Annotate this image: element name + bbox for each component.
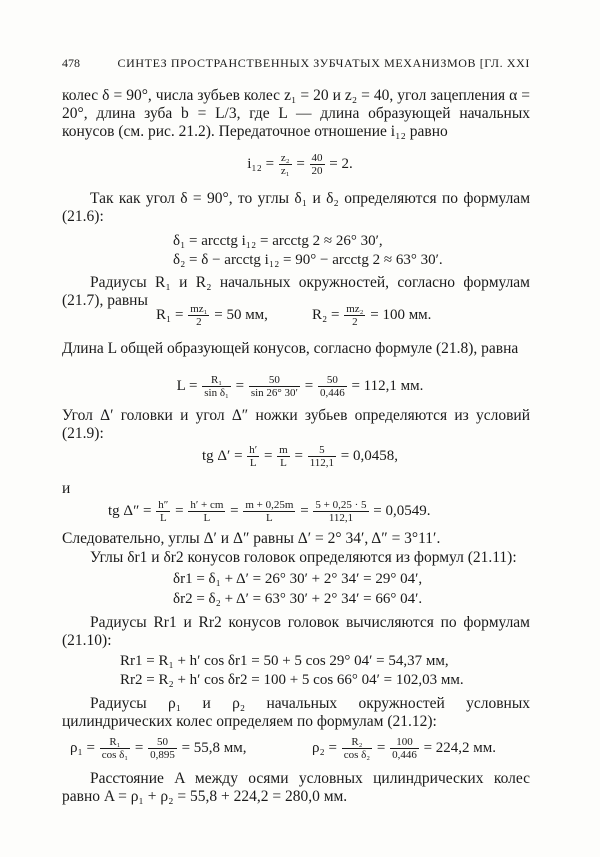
fraction: $\frac{\text{z₂}}{\text{z₁}}$ xyxy=(280,152,290,177)
fraction: $\frac{40}{20}$ xyxy=(311,152,323,177)
fraction: $\frac{m}{L}$ xyxy=(279,444,288,469)
paragraph: Угол Δ′ головки и угол Δ″ ножки зубьев определяются из условий (21.9): xyxy=(62,407,530,442)
equation-delta2: δ₂ = δ − arcctg i₁₂ = 90° − arcctg 2 ≈ 63° 30′. xyxy=(173,252,443,268)
equation-R2: R₂ = $\frac{\text{mz₂}}{2}$ = 100 мм. xyxy=(312,303,432,328)
equation-tg-delta-prime: tg Δ′ = $\frac{h'}{L}$ = $\frac{m}{L}$ = $\frac{5}{112,1}$ = 0,0458, xyxy=(201,444,399,469)
fraction: $\frac{h' + cm}{L}$ xyxy=(190,499,224,524)
fraction: $\frac{50}{0,446}$ xyxy=(319,374,345,399)
equation-tg-delta-double-prime: tg Δ″ = $\frac{h''}{L}$ = $\frac{h' + cm}{L}$ = $\frac{m + 0,25m}{L}$ = $\frac{5 + 0,25 \cdot 5}{112,1}$ = 0,0549. xyxy=(108,499,431,524)
equation-Rr2: Rr2 = R₂ + h′ cos δr2 = 100 + 5 cos 66° 04′ = 102,03 мм. xyxy=(120,672,464,688)
paragraph-conjunction: и xyxy=(62,480,71,497)
fraction: $\frac{\text{R₁}}{\text{cos δ₁}}$ xyxy=(101,736,129,761)
equation-rho2: ρ₂ = $\frac{\text{R₂}}{\text{cos δ₂}}$ = $\frac{100}{0,446}$ = 224,2 мм. xyxy=(312,736,497,761)
equation-delta1: δ₁ = arcctg i₁₂ = arcctg 2 ≈ 26° 30′, xyxy=(173,233,383,249)
equation-Rr1: Rr1 = R₁ + h′ cos δr1 = 50 + 5 cos 29° 04′ = 54,37 мм, xyxy=(120,653,449,669)
paragraph: Углы δr1 и δr2 конусов головок определяются из формул (21.11): xyxy=(90,549,517,566)
equation-delta-r2: δr2 = δ₂ + Δ′ = 63° 30′ + 2° 34′ = 66° 04′. xyxy=(173,591,423,607)
fraction: $\frac{m + 0,25m}{L}$ xyxy=(245,499,294,524)
running-title: СИНТЕЗ ПРОСТРАНСТВЕННЫХ ЗУБЧАТЫХ МЕХАНИЗМОВ [ГЛ. XXI xyxy=(117,56,530,70)
equation-rho1: ρ₁ = $\frac{\text{R₁}}{\text{cos δ₁}}$ = $\frac{50}{0,895}$ = 55,8 мм, xyxy=(70,736,247,761)
paragraph: Так как угол δ = 90°, то углы δ₁ и δ₂ определяются по формулам (21.6): xyxy=(62,190,530,225)
equation-R1: R₁ = $\frac{\text{mz₁}}{2}$ = 50 мм, xyxy=(156,303,268,328)
running-header xyxy=(62,56,530,71)
paragraph: Радиусы R₁ и R₂ начальных окружностей, согласно формулам (21.7), равны xyxy=(62,274,530,309)
paragraph: Следовательно, углы Δ′ и Δ″ равны Δ′ = 2° 34′, Δ″ = 3°11′. xyxy=(62,530,441,547)
fraction: $\frac{\text{R₂}}{\text{cos δ₂}}$ xyxy=(343,736,371,761)
equation-gear-ratio: i₁₂ = $\frac{\text{z₂}}{\text{z₁}}$ = $\frac{40}{20}$ = 2. xyxy=(247,152,353,177)
equation-delta-r1: δr1 = δ₁ + Δ′ = 26° 30′ + 2° 34′ = 29° 04′, xyxy=(173,571,423,587)
fraction: $\frac{h''}{L}$ xyxy=(158,499,169,524)
paragraph: Радиусы ρ₁ и ρ₂ начальных окружностей условных цилиндрических колес определяем по формулам (21.12): xyxy=(62,695,530,730)
paragraph: Расстояние A между осями условных цилиндрических колес равно A = ρ₁ + ρ₂ = 55,8 + 224,2 = 280,0 мм. xyxy=(62,770,530,805)
fraction: $\frac{5}{112,1}$ xyxy=(309,444,335,469)
fraction: $\frac{5 + 0,25 \cdot 5}{112,1}$ xyxy=(315,499,367,524)
paragraph: Радиусы Rr1 и Rr2 конусов головок вычисляются по формулам (21.10): xyxy=(62,614,530,649)
fraction: $\frac{50}{\sin 26^\circ 30'}$ xyxy=(250,374,298,399)
page-number: 478 xyxy=(62,56,80,70)
fraction: $\frac{h'}{L}$ xyxy=(249,444,258,469)
fraction: $\frac{\text{mz₂}}{2}$ xyxy=(346,303,364,328)
paragraph: Длина L общей образующей конусов, согласно формуле (21.8), равна xyxy=(62,340,519,357)
fraction: $\frac{\text{mz₁}}{2}$ xyxy=(190,303,208,328)
equation-length-L: L = $\frac{\text{R₁}}{\text{sin δ₁}}$ = $\frac{50}{\sin 26^\circ 30'}$ = $\frac{50}{0,446}$ = 112,1 мм. xyxy=(176,374,424,399)
fraction: $\frac{50}{0,895}$ xyxy=(150,736,175,761)
fraction: $\frac{\text{R₁}}{\text{sin δ₁}}$ xyxy=(204,374,229,399)
fraction: $\frac{100}{0,446}$ xyxy=(392,736,417,761)
paragraph: колес δ = 90°, числа зубьев колес z₁ = 20 и z₂ = 40, угол зацепления α = 20°, длина зуба b = L/3, где L — длина образующей начальных конусов (см. рис. 21.2). Передаточное отношение i₁₂ равно xyxy=(62,87,530,140)
